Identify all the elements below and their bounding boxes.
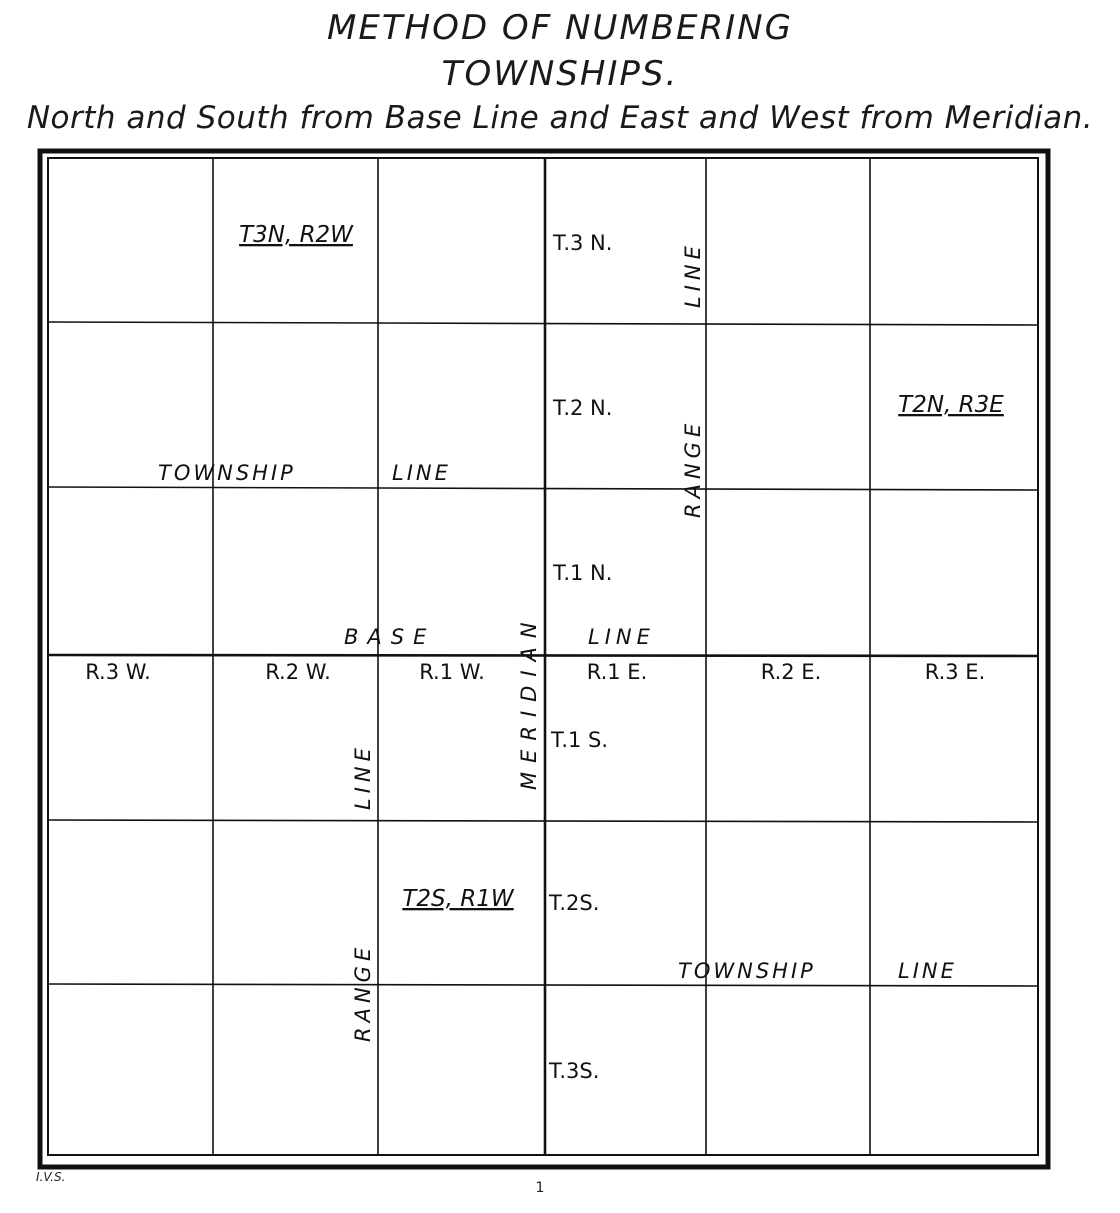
diagram-subtitle: North and South from Base Line and East and West from Meridian.	[26, 100, 1094, 136]
meridian-label: MERIDIAN	[517, 613, 541, 790]
township-line-label-word2: LINE	[392, 461, 451, 485]
base-line-label-word1: BASE	[344, 625, 436, 649]
township-label-t3s: T.3S.	[549, 1059, 600, 1083]
township-line-lower-label-word2: LINE	[898, 959, 957, 983]
township-label-t1n: T.1 N.	[553, 561, 613, 585]
range-line-lower-label-word1: RANGE	[351, 942, 375, 1042]
diagram-title-line2: TOWNSHIPS.	[441, 54, 679, 94]
township-label-t2n: T.2 N.	[553, 396, 613, 420]
township-line-lower-label-word1: TOWNSHIP	[678, 959, 816, 983]
township-label-t1s: T.1 S.	[551, 728, 609, 752]
township-label-t3n: T.3 N.	[553, 231, 613, 255]
example-t2s-r1w: T2S, R1W	[402, 886, 514, 912]
example-t3n-r2w: T3N, R2W	[239, 222, 353, 248]
base-line-label-word2: LINE	[588, 625, 655, 649]
range-line-upper-label-word2: LINE	[681, 241, 705, 308]
example-t2n-r3e: T2N, R3E	[898, 392, 1004, 418]
township-line-4	[48, 820, 1038, 822]
artist-initials: I.V.S.	[36, 1170, 66, 1184]
township-label-t2s: T.2S.	[549, 891, 600, 915]
range-label-r2w: R.2 W.	[265, 660, 331, 684]
range-label-r2e: R.2 E.	[760, 660, 822, 684]
township-line-1	[48, 322, 1038, 325]
township-line-label-word1: TOWNSHIP	[158, 461, 296, 485]
range-label-r1e: R.1 E.	[586, 660, 648, 684]
diagram-title-line1: METHOD OF NUMBERING	[327, 8, 793, 48]
range-line-lower-label-word2: LINE	[351, 743, 375, 810]
base-line	[48, 655, 1038, 656]
footer-mark: 1	[535, 1180, 545, 1196]
range-line-upper-label-word1: RANGE	[681, 418, 705, 518]
township-line-2	[48, 487, 1038, 490]
range-label-r1w: R.1 W.	[419, 660, 485, 684]
range-label-r3w: R.3 W.	[85, 660, 151, 684]
range-label-r3e: R.3 E.	[924, 660, 986, 684]
township-line-5	[48, 984, 1038, 986]
